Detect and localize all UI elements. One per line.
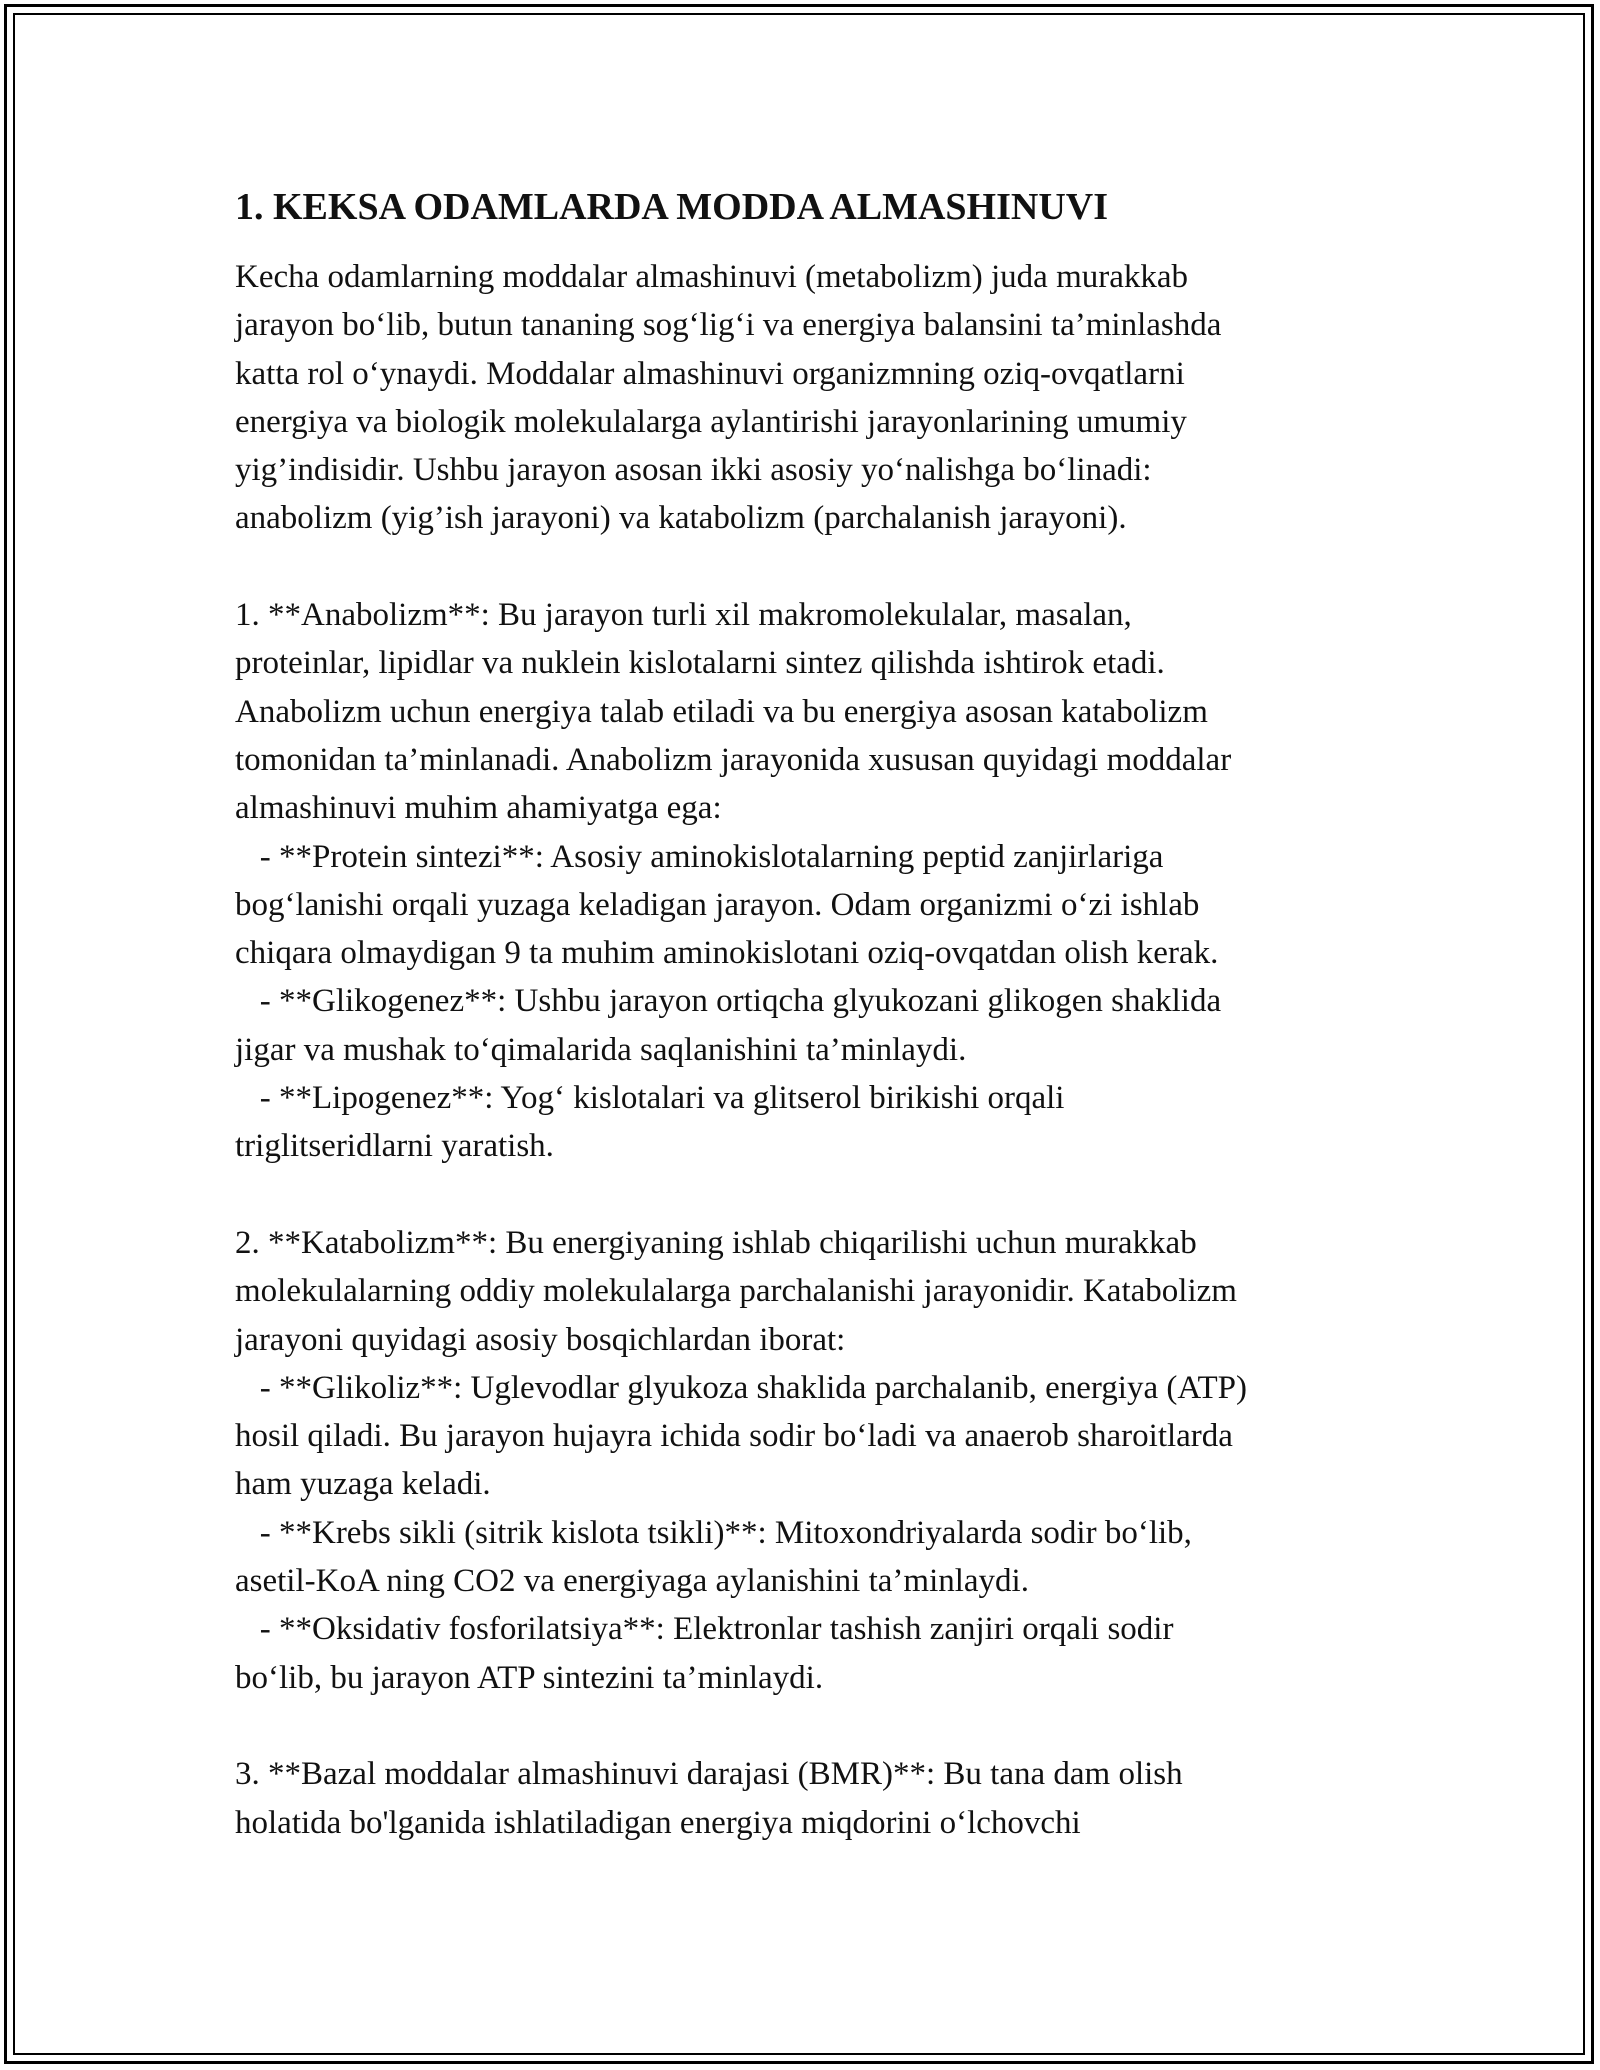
text-line: tomonidan ta’minlanadi. Anabolizm jarayonida xususan quyidagi moddalar [235, 741, 1232, 778]
text-line: hosil qiladi. Bu jarayon hujayra ichida sodir bo‘ladi va anaerob sharoitlarda [235, 1418, 1233, 1455]
text-line: Anabolizm uchun energiya talab etiladi va bu energiya asosan katabolizm [235, 693, 1208, 730]
text-line: ham yuzaga keladi. [235, 1466, 491, 1503]
text-line: 3. **Bazal moddalar almashinuvi darajasi (BMR)**: Bu tana dam olish [235, 1756, 1183, 1793]
text-line: molekulalarning oddiy molekulalarga parchalanishi jarayonidir. Katabolizm [235, 1273, 1237, 1310]
list-item-line: - **Lipogenez**: Yog‘ kislotalari va glitserol birikishi orqali [235, 1080, 1065, 1117]
text-line: 2. **Katabolizm**: Bu energiyaning ishlab chiqarilishi uchun murakkab [235, 1224, 1197, 1261]
paragraph-gap [235, 1171, 1395, 1219]
text-line: chiqara olmaydigan 9 ta muhim aminokislotani oziq-ovqatdan olish kerak. [235, 935, 1219, 972]
paragraph-anabolizm [235, 591, 1395, 1171]
text-line: 1. **Anabolizm**: Bu jarayon turli xil makromolekulalar, masalan, [235, 597, 1132, 634]
text-line: yig’indisidir. Ushbu jarayon asosan ikki asosiy yo‘nalishga bo‘linadi: [235, 452, 1152, 489]
text-line: Kecha odamlarning moddalar almashinuvi (metabolizm) juda murakkab [235, 259, 1189, 295]
document-body [235, 183, 1395, 1847]
text-line: proteinlar, lipidlar va nuklein kislotalarni sintez qilishda ishtirok etadi. [235, 645, 1165, 682]
paragraph-intro [235, 253, 1395, 543]
text-line: bo‘lib, bu jarayon ATP sintezini ta’minlaydi. [235, 1659, 824, 1696]
list-item-line: - **Glikoliz**: Uglevodlar glyukoza shaklida parchalanib, energiya (ATP) [235, 1369, 1248, 1406]
text-line: triglitseridlarni yaratish. [235, 1128, 554, 1165]
list-item-line: - **Oksidativ fosforilatsiya**: Elektronlar tashish zanjiri orqali sodir [235, 1611, 1174, 1648]
section-heading: 1. KEKSA ODAMLARDA MODDA ALMASHINUVI [235, 186, 1109, 228]
paragraph-bmr [235, 1750, 1395, 1847]
text-line: katta rol o‘ynaydi. Moddalar almashinuvi organizmning oziq-ovqatlarni [235, 355, 1185, 392]
paragraph-katabolizm [235, 1219, 1395, 1702]
text-line: jigar va mushak to‘qimalarida saqlanishini ta’minlaydi. [235, 1031, 967, 1068]
list-item-line: - **Krebs sikli (sitrik kislota tsikli)**: Mitoxondriyalarda sodir bo‘lib, [235, 1514, 1192, 1551]
list-item-line: - **Glikogenez**: Ushbu jarayon ortiqcha glyukozani glikogen shaklida [235, 983, 1222, 1020]
paragraph-gap [235, 1702, 1395, 1750]
text-line: energiya va biologik molekulalarga aylantirishi jarayonlarining umumiy [235, 403, 1187, 440]
text-line: bog‘lanishi orqali yuzaga keladigan jarayon. Odam organizmi o‘zi ishlab [235, 886, 1200, 923]
paragraph-gap [235, 543, 1395, 591]
text-line: jarayon bo‘lib, butun tananing sog‘lig‘i va energiya balansini ta’minlashda [235, 307, 1222, 344]
text-line: holatida bo'lganida ishlatiladigan energiya miqdorini o‘lchovchi [235, 1804, 1081, 1841]
text-line: asetil-KoA ning CO2 va energiyaga aylanishini ta’minlaydi. [235, 1563, 1029, 1600]
text-line: almashinuvi muhim ahamiyatga ega: [235, 790, 722, 827]
text-line: jarayoni quyidagi asosiy bosqichlardan iborat: [235, 1321, 846, 1358]
list-item-line: - **Protein sintezi**: Asosiy aminokislotalarning peptid zanjirlariga [235, 838, 1164, 875]
text-line: anabolizm (yig’ish jarayoni) va katabolizm (parchalanish jarayoni). [235, 500, 1127, 537]
